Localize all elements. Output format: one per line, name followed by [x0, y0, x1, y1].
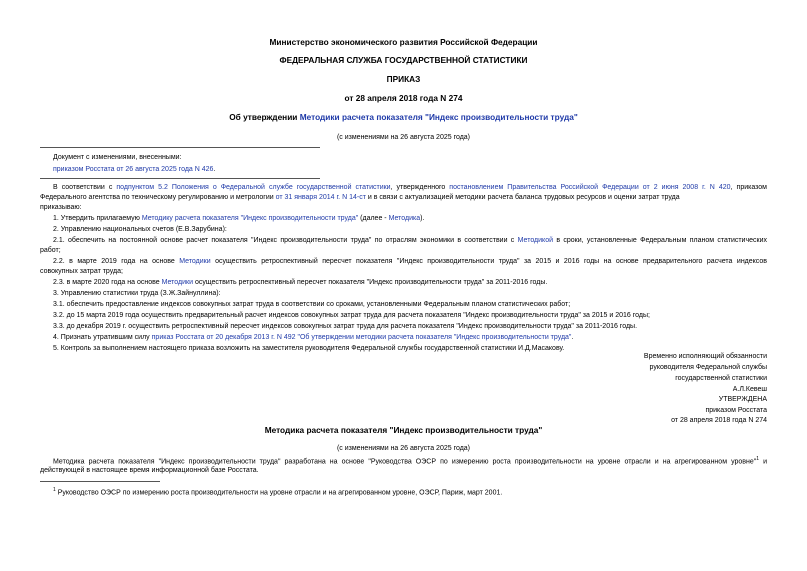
item-4: 4. Признать утратившим силу приказ Росстата от 20 декабря 2013 г. N 492 "Об утверждении методики расчета показателя "Индекс производительности труда".	[53, 334, 574, 341]
methodology-link-2-3[interactable]: Методики	[161, 279, 194, 286]
item-3-2: 3.2. до 15 марта 2019 года осуществить предварительный расчет индексов совокупных затрат труда для расчета показателя "Индекс производительности труда" за 2015 и 2016 годы;	[53, 312, 650, 319]
changes-intro: Документ с изменениями, внесенными:	[53, 154, 182, 161]
preamble-line-2: Федерального агентства по техническому регулированию и метрологии от 31 января 2014 г. N 14-ст и в связи с актуализацией методики расчета баланса трудовых ресурсов и оценки затрат труда	[40, 194, 680, 201]
doc-type-heading: ПРИКАЗ	[386, 74, 421, 84]
item-1: 1. Утвердить прилагаемую Методику расчета показателя "Индекс производительности труда" (далее - Методика).	[53, 215, 425, 222]
signature-line-1: Временно исполняющий обязанности	[643, 353, 767, 360]
item-5: 5. Контроль за выполнением настоящего приказа возложить на заместителя руководителя Федеральной службы государственной статистики И.Д.Масакову.	[53, 345, 565, 352]
methodology-link[interactable]: Методику расчета показателя "Индекс производительности труда"	[141, 215, 359, 222]
item-3-3: 3.3. до декабря 2019 г. осуществить ретроспективный пересчет индексов совокупных затрат труда для расчета показателя "Индекс производительности труда" за 2011-2016 годы.	[53, 323, 638, 330]
approval-line-1: УТВЕРЖДЕНА	[718, 396, 767, 403]
doc-changes-note: (с изменениями на 26 августа 2025 года)	[336, 134, 471, 141]
item-2-3: 2.3. в марте 2020 года на основе Методики осуществить ретроспективный пересчет показателя "Индекс производительности труда" за 2011-2016 годы.	[53, 279, 548, 286]
footnote-mark: 1	[53, 487, 56, 493]
methodology-title-link[interactable]: Методики расчета показателя "Индекс производительности труда"	[299, 112, 578, 122]
item-2-2-cont: совокупных затрат труда;	[40, 268, 123, 275]
approval-line-2: приказом Росстата	[705, 407, 767, 414]
divider-top	[40, 147, 320, 148]
preamble-line-1: В соответствии с подпунктом 5.2 Положения о Федеральной службе государственной статистики, утвержденного постановлением Правительства Российской Федерации от 2 июня 2008 г. N 420, приказом	[53, 184, 767, 191]
methodology-short-link[interactable]: Методика	[388, 215, 421, 222]
footnote-1: $^1$ Руководство ОЭСР по измерению роста производительности на уровне отрасли и на агрегированном уровне, ОЭСР, Париж, март 2001.	[53, 487, 503, 497]
preamble-line-3: приказываю:	[40, 204, 82, 211]
item-2-1: 2.1. обеспечить на постоянной основе расчет показателя "Индекс производительности труда" по отраслям экономики в соответствии с Методикой в сроки, установленные Федеральным планом статистических	[53, 237, 767, 244]
divider-bottom	[40, 178, 320, 179]
methodology-changes: (с изменениями на 26 августа 2025 года)	[336, 445, 471, 452]
methodology-link-2-2[interactable]: Методики	[179, 258, 211, 265]
methodology-paragraph-2: действующей в настоящее время информационной базе Росстата.	[40, 467, 259, 474]
signature-name: А.Л.Кевеш	[732, 386, 767, 393]
regulation-5-2-link[interactable]: подпунктом 5.2 Положения о Федеральной службе государственной статистики	[116, 184, 391, 191]
item-2-2: 2.2. в марте 2019 года на основе Методики осуществить ретроспективный пересчет показателя "Индекс производительности труда" за 2015 и 2016 годы на основе предварительного расчета индексов	[53, 258, 767, 265]
government-decree-link[interactable]: постановлением Правительства Российской Федерации от 2 июня 2008 г. N 420	[449, 184, 731, 191]
footnote-divider	[40, 481, 160, 482]
item-2: 2. Управлению национальных счетов (Е.В.Зарубина):	[53, 226, 227, 233]
approval-line-3: от 28 апреля 2018 года N 274	[671, 417, 767, 424]
signature-line-3: государственной статистики	[675, 375, 767, 382]
amendment-order-link[interactable]: приказом Росстата от 26 августа 2025 года N 426	[53, 166, 214, 173]
methodology-paragraph-1: Методика расчета показателя "Индекс производительности труда" разработана на основе "Руководства ОЭСР по измерению роста производительности на уровне отрасли и на агрегированном уровне"$^1$ и	[53, 456, 768, 466]
repealed-order-link[interactable]: приказ Росстата от 20 декабря 2013 г. N 492 "Об утверждении методики расчета показателя "Индекс производительности труда"	[151, 334, 572, 341]
doc-title	[0, 112, 807, 123]
rosstandart-order-link[interactable]: от 31 января 2014 г. N 14-ст	[275, 194, 366, 201]
item-2-1-cont: работ;	[40, 247, 61, 254]
doc-date-heading: от 28 апреля 2018 года N 274	[344, 93, 463, 103]
methodology-heading: Методика расчета показателя "Индекс производительности труда"	[264, 425, 543, 435]
signature-line-2: руководителя Федеральной службы	[649, 364, 767, 371]
service-heading: ФЕДЕРАЛЬНАЯ СЛУЖБА ГОСУДАРСТВЕННОЙ СТАТИСТИКИ	[279, 55, 528, 65]
item-3-1: 3.1. обеспечить предоставление индексов совокупных затрат труда в соответствии со сроками, установленными Федеральным планом статистических работ;	[53, 301, 571, 308]
ministry-heading: Министерство экономического развития Российской Федерации	[269, 37, 538, 47]
doc-title-prefix: Об утверждении	[229, 112, 300, 122]
item-3: 3. Управлению статистики труда (З.Ж.Зайнуллина):	[53, 290, 221, 297]
methodology-link-2-1[interactable]: Методикой	[517, 237, 554, 244]
changes-ref: приказом Росстата от 26 августа 2025 года N 426.	[53, 166, 216, 173]
footnote-ref[interactable]: 1	[756, 456, 760, 462]
